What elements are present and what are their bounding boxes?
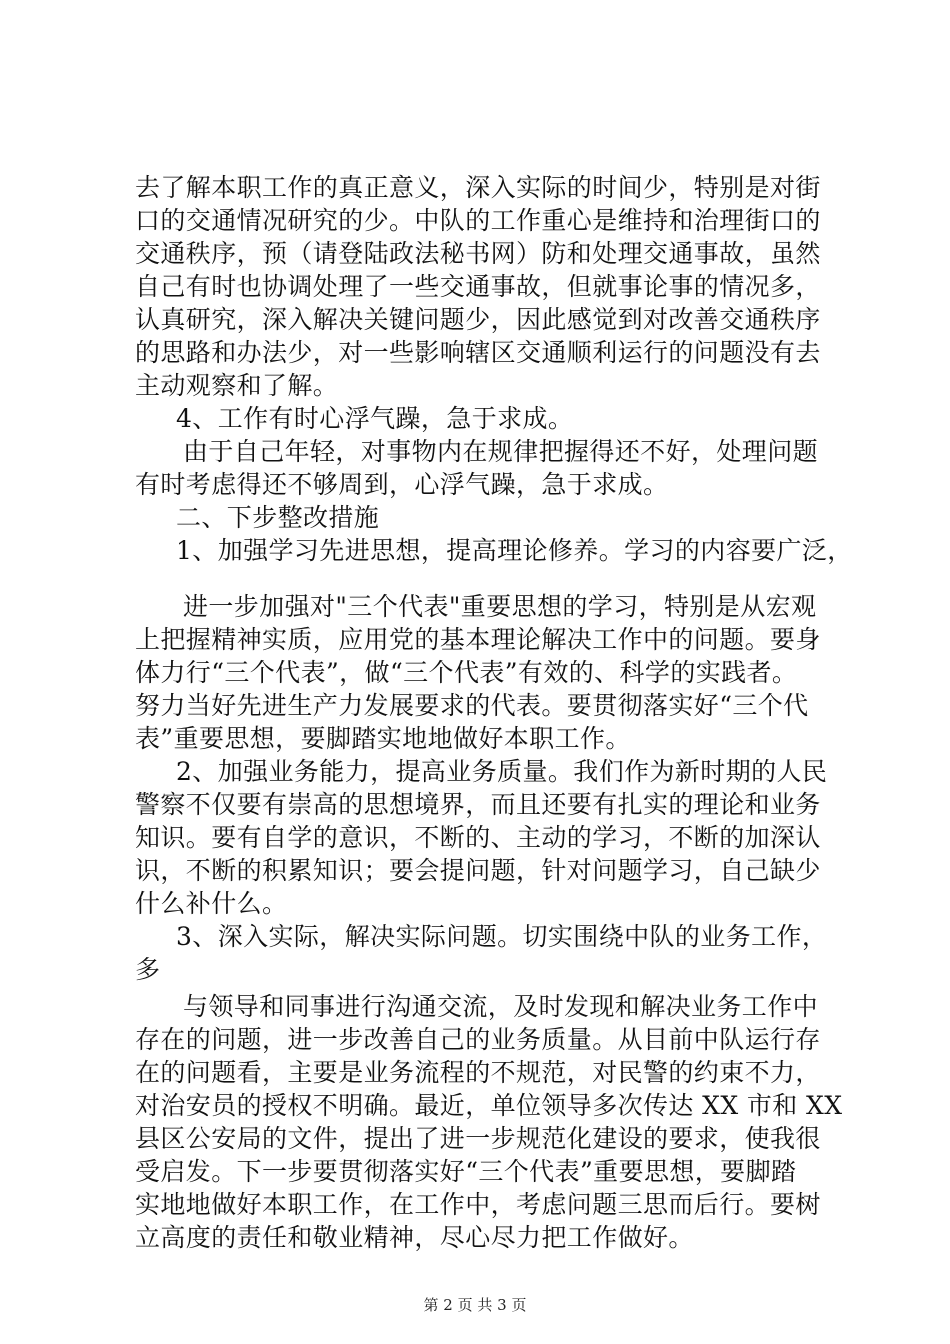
section-heading: 二、下步整改措施 [176,503,380,532]
text-line: 县区公安局的文件，提出了进一步规范化建设的要求，使我很 [135,1124,821,1153]
text-line: 受启发。下一步要贯彻落实好“三个代表”重要思想，要脚踏 [135,1157,797,1186]
text-line: 警察不仅要有崇高的思想境界，而且还要有扎实的理论和业务 [135,790,821,819]
text-line: 4、工作有时心浮气躁，急于求成。 [176,404,574,433]
text-line: 口的交通情况研究的少。中队的工作重心是维持和治理街口的 [135,206,821,235]
text-line: 体力行“三个代表”，做“三个代表”有效的、科学的实践者。 [135,658,798,687]
text-line: 与领导和同事进行沟通交流，及时发现和解决业务工作中 [183,992,819,1021]
text-line: 什么补什么。 [135,889,288,918]
text-line: 对治安员的授权不明确。最近，单位领导多次传达 XX 市和 XX [135,1091,843,1120]
text-line: 3、深入实际，解决实际问题。切实围绕中队的业务工作， [176,922,828,951]
text-line: 立高度的责任和敬业精神，尽心尽力把工作做好。 [135,1223,694,1252]
text-line: 知识。要有自学的意识，不断的、主动的学习，不断的加深认 [135,823,821,852]
page-number-label: 第 2 页 共 3 页 [423,1296,527,1314]
text-line: 交通秩序，预（请登陆政法秘书网）防和处理交通事故，虽然 [135,239,821,268]
text-line: 由于自己年轻，对事物内在规律把握得还不好，处理问题 [183,437,819,466]
text-line: 识，不断的积累知识；要会提问题，针对问题学习，自己缺少 [135,856,821,885]
text-line: 1、加强学习先进思想，提高理论修养。学习的内容要广泛， [176,536,853,565]
text-line: 进一步加强对"三个代表"重要思想的学习，特别是从宏观 [183,592,817,621]
text-line: 去了解本职工作的真正意义，深入实际的时间少，特别是对街 [135,173,821,202]
text-line: 上把握精神实质，应用党的基本理论解决工作中的问题。要身 [135,625,821,654]
text-line: 主动观察和了解。 [135,371,339,400]
text-line: 实地地做好本职工作，在工作中，考虑问题三思而后行。要树 [135,1190,821,1219]
text-line: 自己有时也协调处理了一些交通事故，但就事论事的情况多， [135,272,821,301]
text-line: 认真研究，深入解决关键问题少，因此感觉到对改善交通秩序 [135,305,821,334]
text-line: 2、加强业务能力，提高业务质量。我们作为新时期的人民 [176,757,828,786]
text-line: 多 [135,955,161,984]
page-footer [0,1294,950,1315]
text-line: 在的问题看，主要是业务流程的不规范，对民警的约束不力， [135,1058,821,1087]
text-line: 存在的问题，进一步改善自己的业务质量。从目前中队运行存 [135,1025,821,1054]
text-line: 的思路和办法少，对一些影响辖区交通顺利运行的问题没有去 [135,338,821,367]
text-line: 有时考虑得还不够周到，心浮气躁，急于求成。 [135,470,669,499]
text-line: 表”重要思想，要脚踏实地地做好本职工作。 [135,724,631,753]
text-line: 努力当好先进生产力发展要求的代表。要贯彻落实好“三个代 [135,691,809,720]
